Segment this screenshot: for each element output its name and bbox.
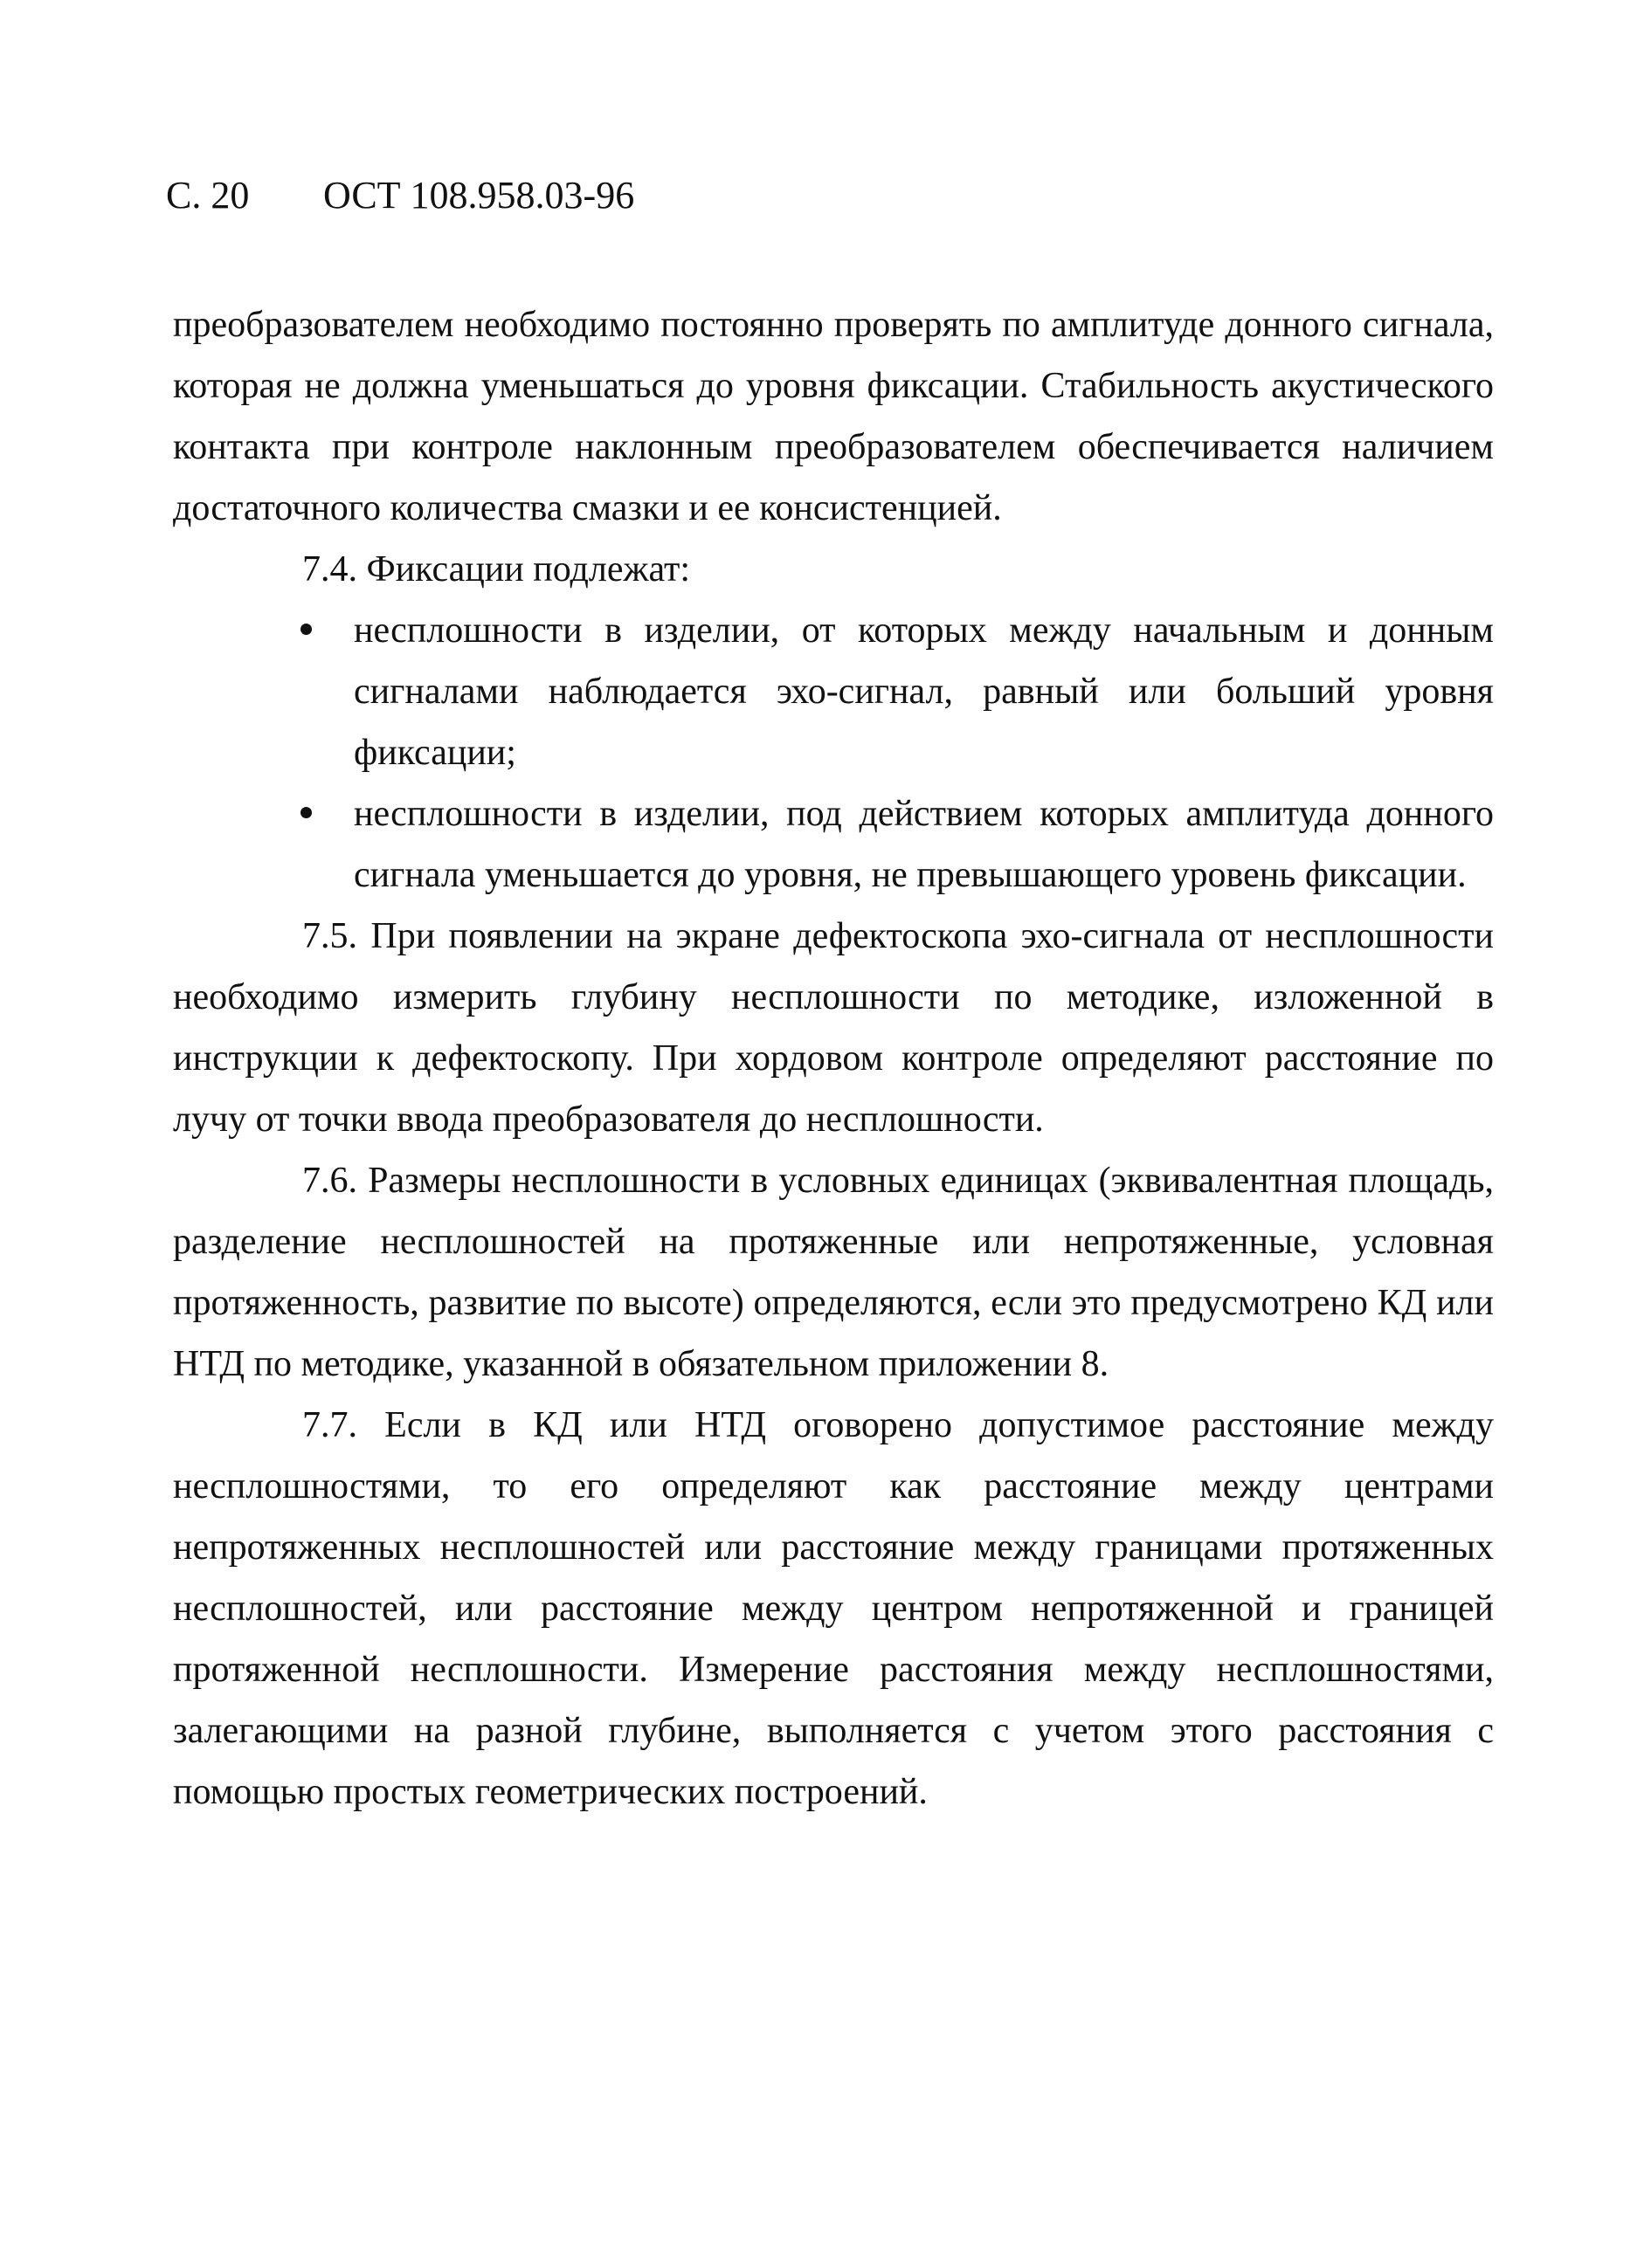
list-item-text: несплошности в изделии, от которых между начальным и донным сигналами наблюдается эхо-сигнал, равный или больший уровня фиксации; bbox=[354, 610, 1494, 773]
paragraph-7-4: 7.4. Фиксации подлежат: bbox=[302, 549, 691, 589]
paragraph-7-6: 7.6. Размеры несплошности в условных единицах (эквивалентная площадь, разделение несплошностей на протяженные или непротяженные, условная протяженность, развитие по высоте) определяются, если это предусмотрено КД или НТД по методике, указанной в обязательном приложении 8. bbox=[173, 1161, 1494, 1384]
fixation-list bbox=[173, 600, 1494, 906]
paragraph-7-5: 7.5. При появлении на экране дефектоскопа эхо-сигнала от несплошности необходимо измерить глубину несплошности по методике, изложенной в инструкции к дефектоскопу. При хордовом контроле определяют расстояние по лучу от точки ввода преобразователя до несплошности. bbox=[173, 916, 1494, 1140]
list-item-text: несплошности в изделии, под действием которых амплитуда донного сигнала уменьшается до уровня, не превышающего уровень фиксации. bbox=[354, 794, 1494, 895]
paragraph-7-7: 7.7. Если в КД или НТД оговорено допустимое расстояние между несплошностями, то его определяют как расстояние между центрами непротяженных несплошностей или расстояние между границами протяженных несплошностей, или расстояние между центром непротяженной и границей протяженной несплошности. Измерение расстояния между несплошностями, залегающими на разной глубине, выполняется с учетом этого расстояния с помощью простых геометрических построений. bbox=[173, 1405, 1494, 1812]
list-item bbox=[173, 600, 1494, 783]
paragraph-continued: преобразователем необходимо постоянно проверять по амплитуде донного сигнала, которая не должна уменьшаться до уровня фиксации. Стабильность акустического контакта при контроле наклонным преобразователем обеспечивается наличием достаточного количества смазки и ее консистенцией. bbox=[173, 305, 1494, 528]
bullet-icon bbox=[300, 807, 312, 818]
standard-code: ОСТ 108.958.03-96 bbox=[323, 174, 635, 217]
body-text bbox=[173, 294, 1494, 1823]
bullet-icon bbox=[300, 624, 312, 635]
page-header bbox=[166, 171, 634, 220]
page-number: С. 20 bbox=[166, 174, 250, 217]
list-item bbox=[173, 783, 1494, 906]
